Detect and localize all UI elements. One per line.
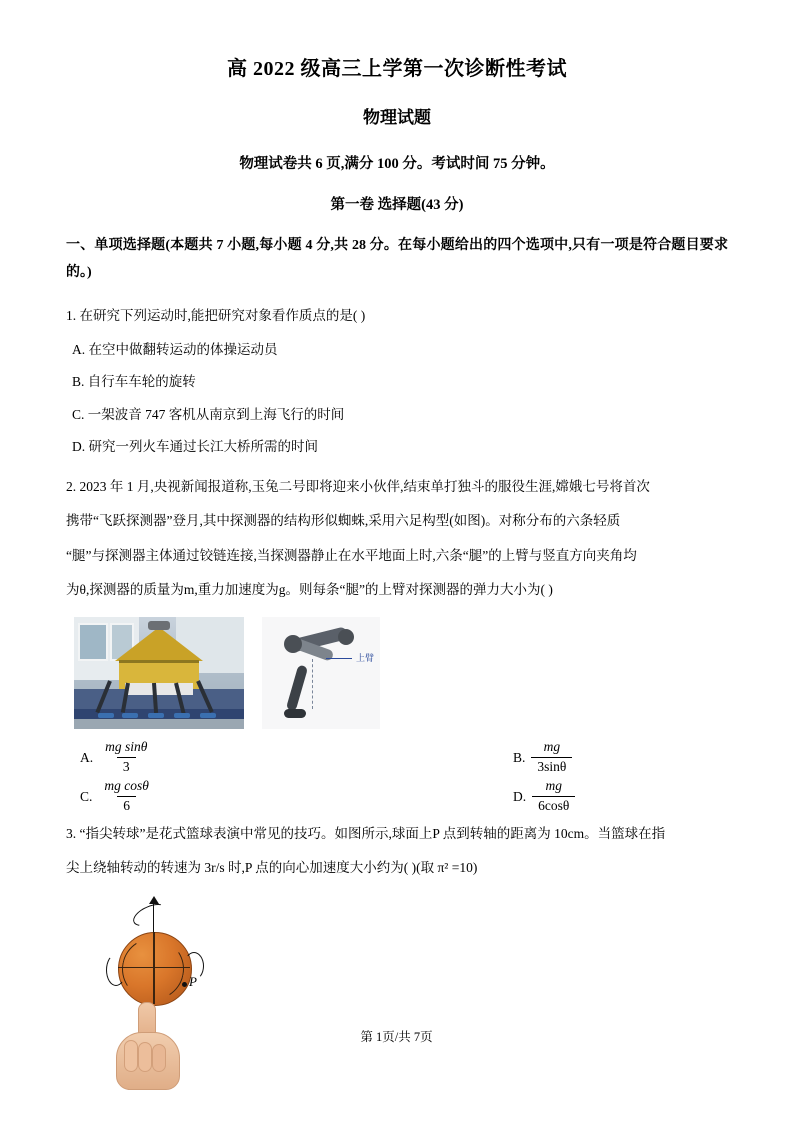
lunar-lander-photo [74, 617, 244, 729]
page-footer: 第 1页/共 7页 [360, 1030, 433, 1044]
question-2-stem-line-2: 携带“飞跃探测器”登月,其中探测器的结构形似蜘蛛,采用六足构型(如图)。对称分布的六条轻质 [66, 513, 621, 529]
page-subtitle: 物理试题 [363, 108, 431, 127]
question-2-option-a-numerator: mg sinθ [105, 739, 148, 755]
question-2-option-b-denominator: 3sinθ [531, 757, 572, 776]
question-2-stem-line-3: “腿”与探测器主体通过铰链连接,当探测器静止在水平地面上时,六条“腿”的上臂与竖直方向夹角均 [66, 547, 637, 563]
question-2-option-b-numerator: mg [543, 739, 561, 755]
question-2-option-a [74, 739, 401, 776]
question-2-option-c-numerator: mg cosθ [104, 778, 149, 794]
point-p-label: P [189, 973, 197, 989]
exam-info: 物理试卷共 6 页,满分 100 分。考试时间 75 分钟。 [239, 156, 555, 172]
question-2-option-c-denominator: 6 [117, 796, 136, 815]
finger-spin-basketball-figure [88, 890, 248, 1090]
page-content [66, 52, 728, 1090]
page-title: 高 2022 级高三上学第一次诊断性考试 [227, 58, 567, 80]
question-2-option-b [401, 739, 728, 776]
question-1-option-b: B. 自行车车轮的旋转 [72, 374, 196, 390]
question-2-option-c-key: C. [80, 788, 93, 804]
question-2-figures [74, 617, 728, 729]
part-one-heading: 一、单项选择题(本题共 7 小题,每小题 4 分,共 28 分。在每小题给出的四个选项中,只有一项是符合题目要求的。) [66, 238, 728, 281]
question-1-option-d: D. 研究一列火车通过长江大桥所需的时间 [72, 438, 318, 454]
question-3-stem-line-2: 尖上绕轴转动的转速为 3r/s 时,P 点的向心加速度大小约为( )(取 π² =10) [66, 860, 478, 876]
question-1-option-c: C. 一架波音 747 客机从南京到上海飞行的时间 [72, 406, 345, 422]
question-2-option-c [74, 778, 401, 815]
question-2-stem-line-4: 为θ,探测器的质量为m,重力加速度为g。则每条“腿”的上臂对探测器的弹力大小为( ) [66, 582, 553, 598]
spin-arrow-icon [130, 899, 170, 930]
leg-upper-arm-diagram [262, 617, 380, 729]
section-title: 第一卷 选择题(43 分) [330, 197, 464, 213]
question-2-answers [74, 739, 728, 815]
question-2-option-a-denominator: 3 [117, 757, 136, 776]
question-1-option-a: A. 在空中做翻转运动的体操运动员 [72, 341, 278, 357]
hand-finger [152, 1044, 166, 1072]
spin-arrow-left-icon [106, 954, 126, 986]
question-2-option-d-denominator: 6cosθ [532, 796, 575, 815]
hand-finger [138, 1042, 152, 1072]
question-2-option-d-numerator: mg [545, 778, 562, 794]
question-2-option-a-key: A. [80, 749, 94, 765]
question-1-stem: 1. 在研究下列运动时,能把研究对象看作质点的是( ) [66, 307, 366, 323]
point-p-marker [182, 982, 187, 987]
axis-arrow-icon [149, 896, 159, 904]
question-3-stem-line-1: 3. “指尖转球”是花式篮球表演中常见的技巧。如图所示,球面上P 点到转轴的距离为 10cm。当篮球在指 [66, 825, 666, 841]
diagram-label-upper-arm: 上臂 [355, 653, 374, 664]
question-2-option-b-key: B. [513, 749, 526, 765]
question-2-option-d-key: D. [513, 788, 527, 804]
question-2-option-d [401, 778, 728, 815]
question-2-stem-line-1: 2. 2023 年 1 月,央视新闻报道称,玉兔二号即将迎来小伙伴,结束单打独斗的服役生涯,嫦娥七号将首次 [66, 479, 650, 495]
